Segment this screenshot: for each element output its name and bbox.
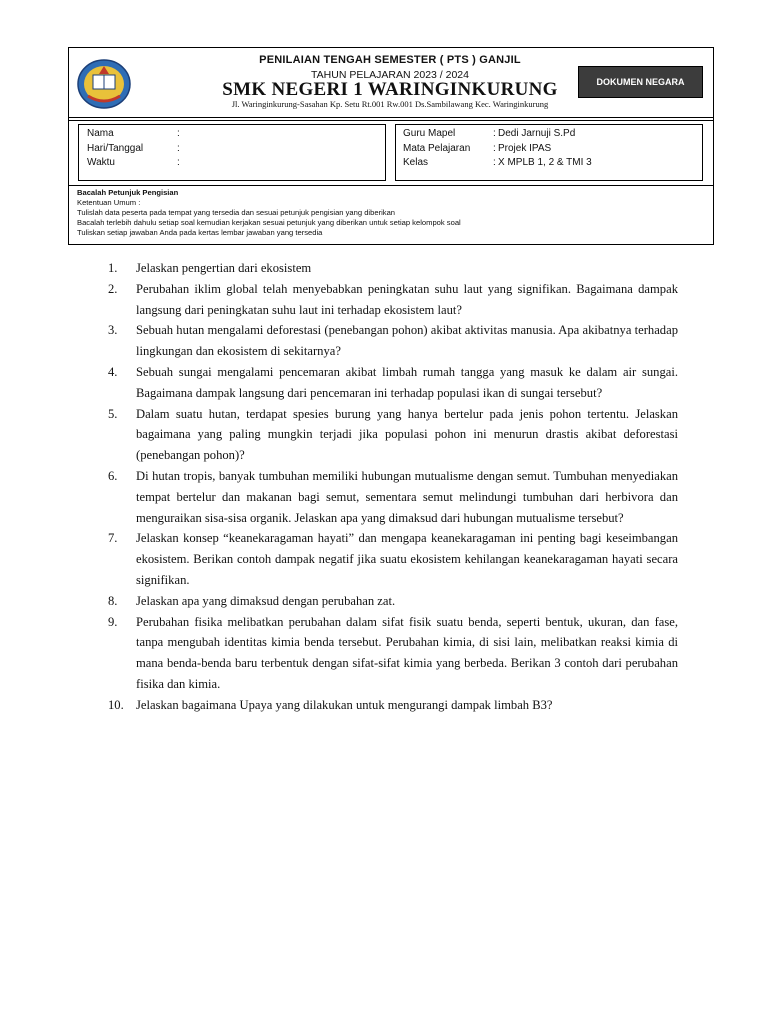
instruction-line: Tuliskan setiap jawaban Anda pada kertas lembar jawaban yang tersedia bbox=[77, 228, 323, 237]
question-item bbox=[108, 279, 678, 321]
info-colon: : bbox=[177, 143, 180, 154]
instruction-line: Tulislah data peserta pada tempat yang tersedia dan sesuai petunjuk pengisian yang diberikan bbox=[77, 208, 396, 217]
class-name: X MPLB 1, 2 & TMI 3 bbox=[498, 157, 592, 168]
info-colon: : bbox=[177, 157, 180, 168]
student-info-box bbox=[78, 124, 386, 181]
subject-name: Projek IPAS bbox=[498, 143, 552, 154]
instructions-title: Bacalah Petunjuk Pengisian bbox=[77, 188, 179, 197]
question-item bbox=[108, 695, 678, 716]
question-item bbox=[108, 591, 678, 612]
question-text: Di hutan tropis, banyak tumbuhan memiliki hubungan mutualisme dengan semut. Tumbuhan menyediakan tempat bertelur dan makanan bagi semut, sementara semut melindungi tumbuhan dari herbivora dan menguraikan sisa-sisa organik. Jelaskan apa yang dimaksud dari hubungan mutualisme tersebut? bbox=[136, 468, 678, 525]
question-item bbox=[108, 612, 678, 695]
question-item bbox=[108, 320, 678, 362]
question-number: 5. bbox=[108, 406, 118, 421]
question-text: Jelaskan apa yang dimaksud dengan perubahan zat. bbox=[136, 593, 396, 608]
question-list bbox=[108, 258, 678, 716]
question-number: 7. bbox=[108, 531, 118, 546]
student-info-row bbox=[79, 128, 385, 142]
exam-title: PENILAIAN TENGAH SEMESTER ( PTS ) GANJIL bbox=[259, 54, 521, 66]
student-info-row bbox=[79, 157, 385, 171]
question-text: Dalam suatu hutan, terdapat spesies burung yang hanya bertelur pada jenis pohon tertentu. Jelaskan bagaimana yang paling mungkin terjadi jika populasi pohon ini menurun drastis akibat deforestasi (penebangan pohon)? bbox=[136, 406, 678, 463]
question-text: Perubahan fisika melibatkan perubahan dalam sifat fisik suatu benda, seperti bentuk, ukuran, dan fase, tanpa mengubah identitas kimia benda tersebut. Perubahan kimia, di sisi lain, melibatkan reaksi kimia di mana benda-benda baru terbentuk dengan sifat-sifat kimia yang berbeda. Berikan 3 contoh dari perubahan fisika dan kimia. bbox=[136, 614, 678, 691]
subject-info-box bbox=[395, 124, 703, 181]
question-number: 3. bbox=[108, 323, 118, 338]
info-label: Guru Mapel bbox=[403, 128, 456, 139]
info-label: Mata Pelajaran bbox=[403, 143, 471, 154]
question-text: Jelaskan bagaimana Upaya yang dilakukan untuk mengurangi dampak limbah B3? bbox=[136, 697, 553, 712]
question-number: 6. bbox=[108, 468, 118, 483]
header-divider bbox=[68, 117, 714, 118]
info-colon: : bbox=[493, 143, 496, 154]
question-number: 2. bbox=[108, 281, 118, 296]
question-number: 4. bbox=[108, 364, 118, 379]
info-colon: : bbox=[493, 128, 496, 139]
subject-info-row bbox=[396, 128, 702, 142]
question-text: Jelaskan konsep “keanekaragaman hayati” dan mengapa keanekaragaman ini penting bagi keseimbangan ekosistem. Berikan contoh dampak negatif jika suatu ekosistem kehilangan keanekaragaman hayati secara signifikan. bbox=[136, 531, 678, 587]
info-label: Nama bbox=[87, 128, 114, 139]
info-label: Waktu bbox=[87, 157, 115, 168]
school-crest-icon bbox=[76, 56, 132, 112]
document-badge: DOKUMEN NEGARA bbox=[578, 66, 703, 98]
question-item bbox=[108, 466, 678, 528]
question-text: Sebuah sungai mengalami pencemaran akibat limbah rumah tangga yang masuk ke dalam air sungai. Bagaimana dampak langsung dari pencemaran ini terhadap populasi ikan di sungai tersebut? bbox=[136, 364, 678, 400]
question-text: Sebuah hutan mengalami deforestasi (penebangan pohon) akibat aktivitas manusia. Apa akibatnya terhadap lingkungan dan ekosistem di sekitarnya? bbox=[136, 323, 678, 359]
question-number: 1. bbox=[108, 261, 118, 275]
instructions-block bbox=[77, 188, 707, 238]
instruction-line: Bacalah terlebih dahulu setiap soal kemudian kerjakan sesuai petunjuk yang diberikan untuk setiap kelompok soal bbox=[77, 218, 461, 227]
question-number: 10. bbox=[108, 697, 124, 712]
teacher-name: Dedi Jarnuji S.Pd bbox=[498, 128, 576, 139]
question-item bbox=[108, 528, 678, 590]
question-item bbox=[108, 362, 678, 404]
question-number: 9. bbox=[108, 614, 118, 629]
info-label: Hari/Tanggal bbox=[87, 143, 144, 154]
question-text: Perubahan iklim global telah menyebabkan peningkatan suhu laut yang signifikan. Bagaimana dampak langsung dari peningkatan suhu laut ini terhadap ekosistem laut? bbox=[136, 281, 678, 317]
info-colon: : bbox=[493, 157, 496, 168]
student-info-row bbox=[79, 143, 385, 157]
school-name: SMK NEGERI 1 WARINGINKURUNG bbox=[222, 79, 558, 100]
info-label: Kelas bbox=[403, 157, 429, 168]
school-address: Jl. Waringinkurung-Sasahan Kp. Setu Rt.001 Rw.001 Ds.Sambilawang Kec. Waringinkurung bbox=[231, 99, 549, 109]
question-item bbox=[108, 258, 678, 279]
school-year: TAHUN PELAJARAN 2023 / 2024 bbox=[311, 69, 469, 81]
question-item bbox=[108, 404, 678, 466]
subject-info-row bbox=[396, 143, 702, 157]
subject-info-row bbox=[396, 157, 702, 171]
header-divider bbox=[68, 120, 714, 121]
question-text: Jelaskan pengertian dari ekosistem bbox=[136, 261, 312, 275]
header-divider bbox=[68, 185, 714, 186]
instructions-subtitle: Ketentuan Umum : bbox=[77, 198, 141, 207]
question-number: 8. bbox=[108, 593, 118, 608]
info-colon: : bbox=[177, 128, 180, 139]
